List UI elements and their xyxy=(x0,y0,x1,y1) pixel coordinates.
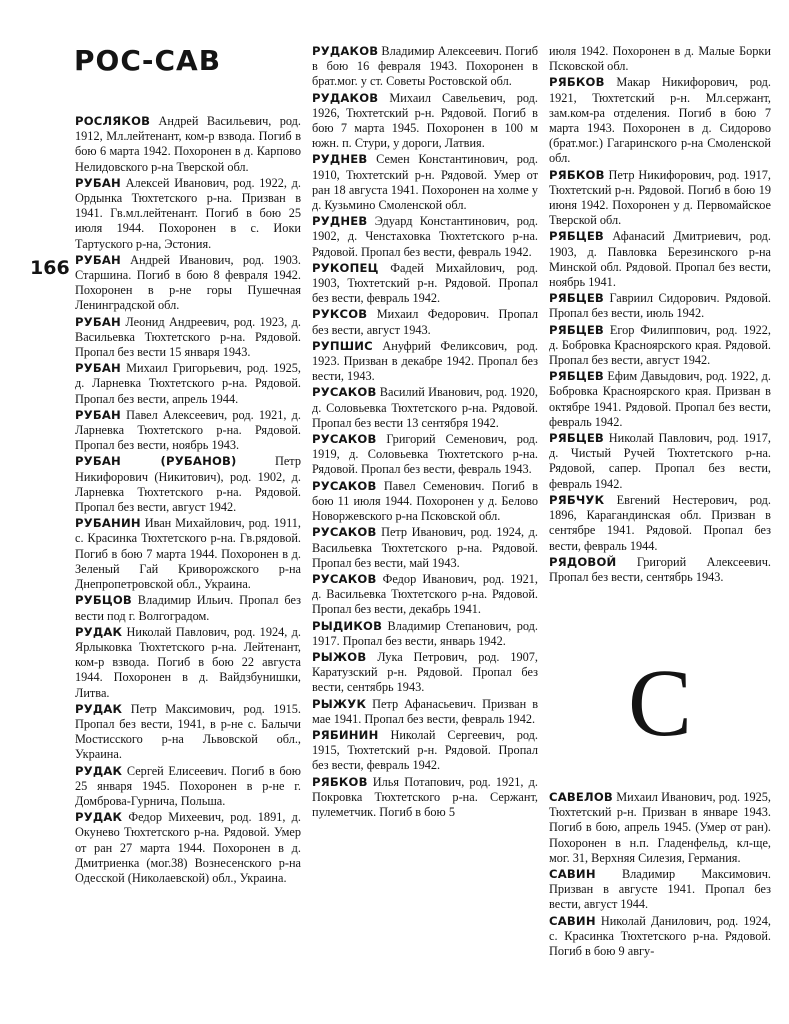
list-item xyxy=(75,702,301,763)
entry-surname: РУБАН xyxy=(75,175,121,190)
list-item xyxy=(312,619,538,649)
entry-text: Сергей Елисеевич. Погиб в бою 25 января 1945. Похоронен в р-не г. Домброва-Гурнича, Польша. xyxy=(75,763,301,808)
entry-text: Владимир Алексеевич. Погиб в бою 16 февраля 1943. Похоронен в брат.мог. у ст. Советы Ростовской обл. xyxy=(312,44,538,89)
entry-text: Фадей Михайлович, род. 1903, Тюхтетский р-н. Рядовой. Пропал без вести, февраль 1942. xyxy=(312,260,538,306)
list-item xyxy=(549,229,771,290)
list-item xyxy=(312,91,538,152)
entry-surname: РУДАКОВ xyxy=(312,90,379,105)
entry-surname: РЯБЧУК xyxy=(549,492,605,507)
list-item xyxy=(312,214,538,260)
entry-surname: САВЕЛОВ xyxy=(549,790,613,804)
entry-text: Петр Иванович, род. 1924, д. Васильевка Тюхтетского р-на. Рядовой. Пропал без вести, май 1943. xyxy=(312,525,538,570)
section-letter: С xyxy=(628,649,693,756)
entry-text: Павел Алексеевич, род. 1921, д. Ларневка Тюхтетского р-на. Рядовой. Пропал без вести, ноябрь 1943. xyxy=(75,407,301,453)
entry-text: Макар Никифорович, род. 1921, Тюхтетский р-н. Мл.сержант, зам.ком-ра отделения. Погиб в бою 7 марта 1943. Похоронен в д. Сидорово (брат.мог.) Гагаринского р-на Смоленской обл. xyxy=(549,75,771,166)
list-item xyxy=(312,572,538,618)
entry-surname: РУБАН xyxy=(75,314,121,329)
entry-text: Михаил Савельевич, род. 1926, Тюхтетский р-н. Рядовой. Погиб в бою 7 марта 1945. Похоронен в 100 м южн. п. Стури, у дороги, Латвия. xyxy=(312,90,538,151)
entry-text: Владимир Степанович, род. 1917. Пропал без вести, январь 1942. xyxy=(312,618,538,648)
entry-text: Михаил Федорович. Пропал без вести, август 1943. xyxy=(312,307,538,337)
entry-surname: РУСАКОВ xyxy=(312,478,377,493)
list-item xyxy=(549,75,771,166)
entry-surname: РЯБКОВ xyxy=(549,75,605,90)
entry-text: Петр Никифорович, род. 1917, Тюхтетский р-н. Рядовой. Погиб в бою 19 июня 1942. Похоронен у д. Первомайское Тверской обл. xyxy=(549,167,771,228)
entry-text: Ефим Давыдович, род. 1922, д. Бобровка Красноярского края. Призван в октябре 1941. Рядовой. Пропал без вести, февраль 1942. xyxy=(549,369,771,429)
entry-text: Федор Иванович, род. 1921, д. Васильевка Тюхтетского р-на. Рядовой. Пропал без вести, декабрь 1941. xyxy=(312,571,538,617)
list-item xyxy=(549,44,771,74)
entry-surname: РУБАН xyxy=(75,361,121,376)
entry-surname: РУСАКОВ xyxy=(312,525,377,540)
list-item xyxy=(549,790,771,866)
entry-text: Федор Михеевич, род. 1891, д. Окунево Тюхтетского р-на. Рядовой. Умер от ран 27 марта 1944. Похоронен в д. Дмитриенка (мог.38) Вознесенского р-на Одесской (Николаевской) обл., Украина. xyxy=(75,810,301,885)
list-item xyxy=(312,525,538,571)
entry-text: Евгений Нестерович, род. 1896, Карагандинская обл. Призван в сентябре 1941. Рядовой. Пропал без вести, февраль 1944. xyxy=(549,492,771,553)
page-number: 166 xyxy=(30,257,70,279)
entry-surname: РУДАКОВ xyxy=(312,44,379,58)
entry-surname: САВИН xyxy=(549,867,596,882)
entry-surname: РУКСОВ xyxy=(312,307,368,322)
entry-text: Григорий Алексеевич. Пропал без вести, сентябрь 1943. xyxy=(549,554,771,584)
entry-text: Андрей Иванович, род. 1903. Старшина. Погиб в бою 8 февраля 1942. Похоронен в р-не горы Пушечная Ленинградской обл. xyxy=(75,252,301,313)
entry-surname: РУБАН xyxy=(75,407,121,422)
entry-surname: РЯБЦЕВ xyxy=(549,229,604,244)
list-item xyxy=(75,176,301,252)
list-item xyxy=(75,593,301,623)
list-item xyxy=(312,261,538,307)
entry-text: Владимир Максимович. Призван в августе 1941. Пропал без вести, август 1944. xyxy=(549,867,771,912)
list-item xyxy=(312,152,538,213)
list-item xyxy=(312,650,538,696)
entry-text: Павел Семенович. Погиб в бою 11 июля 1944. Похоронен у д. Белово Новоржевского р-на Псковской обл. xyxy=(312,478,538,524)
list-item xyxy=(549,168,771,229)
list-item xyxy=(75,315,301,361)
list-item xyxy=(312,479,538,525)
entry-surname: САВИН xyxy=(549,913,596,928)
list-item xyxy=(75,408,301,454)
entry-text: Николай Данилович, род. 1924, с. Красинка Тюхтетского р-на. Рядовой. Погиб в бою 9 авгу- xyxy=(549,913,771,959)
entry-surname: РУКОПЕЦ xyxy=(312,260,379,275)
entry-surname: РУБЦОВ xyxy=(75,593,132,608)
entry-text: Петр Максимович, род. 1915. Пропал без вести, 1941, в р-не с. Балычи Мостисского р-на Львовской обл., Украина. xyxy=(75,701,301,762)
page-header: РОС-САВ xyxy=(74,44,222,77)
entry-text: Афанасий Дмитриевич, род. 1903, д. Павловка Березинского р-на Минской обл. Рядовой. Пропал без вести, ноябрь 1941. xyxy=(549,229,771,290)
list-item xyxy=(549,867,771,913)
entry-text: Михаил Григорьевич, род. 1925, д. Ларневка Тюхтетского р-на. Рядовой. Пропал без вести, апрель 1944. xyxy=(75,361,301,406)
entry-surname: РЯБЦЕВ xyxy=(549,322,604,337)
entry-text: Николай Павлович, род. 1917, д. Чистый Ручей Тюхтетского р-на. Рядовой, сапер. Пропал без вести, февраль 1942. xyxy=(549,431,771,491)
entry-text: Николай Павлович, род. 1924, д. Ярлыковка Тюхтетского р-на. Лейтенант, ком-р взвода. Погиб в бою 22 августа 1944. Похоронен в д. Вайдзбунишки, Литва. xyxy=(75,624,301,700)
list-item xyxy=(75,253,301,314)
entry-text: Николай Сергеевич, род. 1915, Тюхтетский р-н. Рядовой. Пропал без вести, февраль 1942. xyxy=(312,727,538,773)
list-item xyxy=(549,323,771,369)
entry-text: Василий Иванович, род. 1920, д. Соловьевка Тюхтетского р-на. Рядовой. Пропал без вести 13 сентября 1942. xyxy=(312,385,538,430)
entry-surname: РЯБЦЕВ xyxy=(549,291,604,306)
entry-text: Андрей Васильевич, род. 1912, Мл.лейтенант, ком-р взвода. Погиб в бою 6 марта 1942. Похоронен в д. Карпово Нелидовского р-на Тверской обл. xyxy=(75,114,301,174)
entry-text: Алексей Иванович, род. 1922, д. Ордынка Тюхтетского р-на. Призван в 1941. Гв.мл.лейтенант. Погиб в бою 25 июля 1944. Похоронен в с. Иоки Тартуского р-на, Эстония. xyxy=(75,175,301,251)
entry-surname: РЫЖУК xyxy=(312,696,367,711)
list-item xyxy=(312,385,538,431)
entry-surname: РУБАН xyxy=(75,252,121,267)
column-1 xyxy=(75,114,301,887)
entry-surname: РУДНЕВ xyxy=(312,152,368,167)
list-item xyxy=(312,44,538,90)
entry-text: Иван Михайлович, род. 1911, с. Красинка Тюхтетского р-на. Гв.рядовой. Погиб в бою 7 марта 1944. Похоронен в д. Зеленый Гай Криворожского р-на Днепропетровской обл., Украина. xyxy=(75,516,301,592)
entry-surname: РЯДОВОЙ xyxy=(549,554,617,569)
entry-text: Эдуард Константинович, род. 1902, д. Ченстаховка Тюхтетского р-на. Рядовой. Пропал без вести, февраль 1942. xyxy=(312,214,538,259)
entry-surname: РЫЖОВ xyxy=(312,649,367,664)
entry-text: Семен Константинович, род. 1910, Тюхтетский р-н. Рядовой. Умер от ран 18 августа 1941. Похоронен на холме у д. Кузьмино Смоленской обл. xyxy=(312,152,538,213)
entry-surname: РУДАК xyxy=(75,763,123,778)
entry-text: Лука Петрович, род. 1907, Каратузский р-н. Рядовой. Пропал без вести, сентябрь 1943. xyxy=(312,649,538,695)
list-item xyxy=(75,810,301,886)
entry-text: Леонид Андреевич, род. 1923, д. Васильевка Тюхтетского р-на. Рядовой. Пропал без вести 15 января 1943. xyxy=(75,314,301,360)
entry-surname: РУСАКОВ xyxy=(312,571,377,586)
list-item xyxy=(549,369,771,430)
column-3-top xyxy=(549,44,771,586)
list-item xyxy=(549,431,771,492)
entry-text: Владимир Ильич. Пропал без вести под г. Волгоградом. xyxy=(75,593,301,623)
list-item xyxy=(75,516,301,592)
entry-surname: РЯБКОВ xyxy=(312,774,368,789)
entry-text: июля 1942. Похоронен в д. Малые Борки Псковской обл. xyxy=(549,44,771,74)
entry-surname: РУПШИС xyxy=(312,338,373,353)
entry-surname: РУДНЕВ xyxy=(312,214,368,229)
list-item xyxy=(312,339,538,385)
entry-surname: РУСАКОВ xyxy=(312,385,377,400)
list-item xyxy=(312,307,538,337)
entry-surname: РУБАНИН xyxy=(75,516,141,531)
entry-surname: РУСАКОВ xyxy=(312,432,377,447)
entry-surname: РУДАК xyxy=(75,701,123,716)
entry-text: Илья Потапович, род. 1921, д. Покровка Тюхтетского р-на. Сержант, пулеметчик. Погиб в бою 5 xyxy=(312,774,538,819)
list-item xyxy=(75,361,301,407)
entry-text: Григорий Семенович, род. 1919, д. Соловьевка Тюхтетского р-на. Рядовой. Пропал без вести, февраль 1943. xyxy=(312,432,538,477)
entry-text: Михаил Иванович, род. 1925, Тюхтетский р-н. Призван в январе 1943. Погиб в бою, апрель 1945. (Умер от ран). Похоронен в н.п. Гладенфельд, кл-ще, мог. 31, Верхняя Силезия, Германия. xyxy=(549,790,771,865)
list-item xyxy=(549,555,771,585)
entry-surname: РОСЛЯКОВ xyxy=(75,114,151,128)
entry-surname: РЫДИКОВ xyxy=(312,618,383,633)
entry-surname: РЯБЦЕВ xyxy=(549,369,604,384)
list-item xyxy=(549,291,771,321)
list-item xyxy=(75,625,301,701)
list-item xyxy=(549,914,771,960)
column-3-bottom xyxy=(549,790,771,960)
entry-surname: РЯБКОВ xyxy=(549,167,605,182)
list-item xyxy=(75,114,301,175)
entry-text: Ануфрий Феликсович, род. 1923. Призван в декабре 1942. Пропал без вести, 1943. xyxy=(312,338,538,384)
entry-text: Петр Никифорович (Никитович), род. 1902, д. Ларневка Тюхтетского р-на. Рядовой. Пропал без вести, август 1942. xyxy=(75,454,301,515)
list-item xyxy=(312,728,538,774)
entry-text: Петр Афанасьевич. Призван в мае 1941. Пропал без вести, февраль 1942. xyxy=(312,696,538,726)
entry-text: Гавриил Сидорович. Рядовой. Пропал без вести, июль 1942. xyxy=(549,291,771,321)
column-2 xyxy=(312,44,538,821)
entry-surname: РУБАН (РУБАНОВ) xyxy=(75,454,237,469)
entry-surname: РУДАК xyxy=(75,624,123,639)
list-item xyxy=(312,432,538,478)
entry-surname: РЯБИНИН xyxy=(312,727,379,742)
list-item xyxy=(312,775,538,821)
list-item xyxy=(75,764,301,810)
entry-surname: РЯБЦЕВ xyxy=(549,431,604,446)
list-item xyxy=(312,697,538,727)
entry-surname: РУДАК xyxy=(75,810,123,825)
entry-text: Егор Филиппович, род. 1922, д. Бобровка Красноярского края. Рядовой. Пропал без вести, август 1942. xyxy=(549,322,771,368)
list-item xyxy=(549,493,771,554)
list-item xyxy=(75,454,301,515)
